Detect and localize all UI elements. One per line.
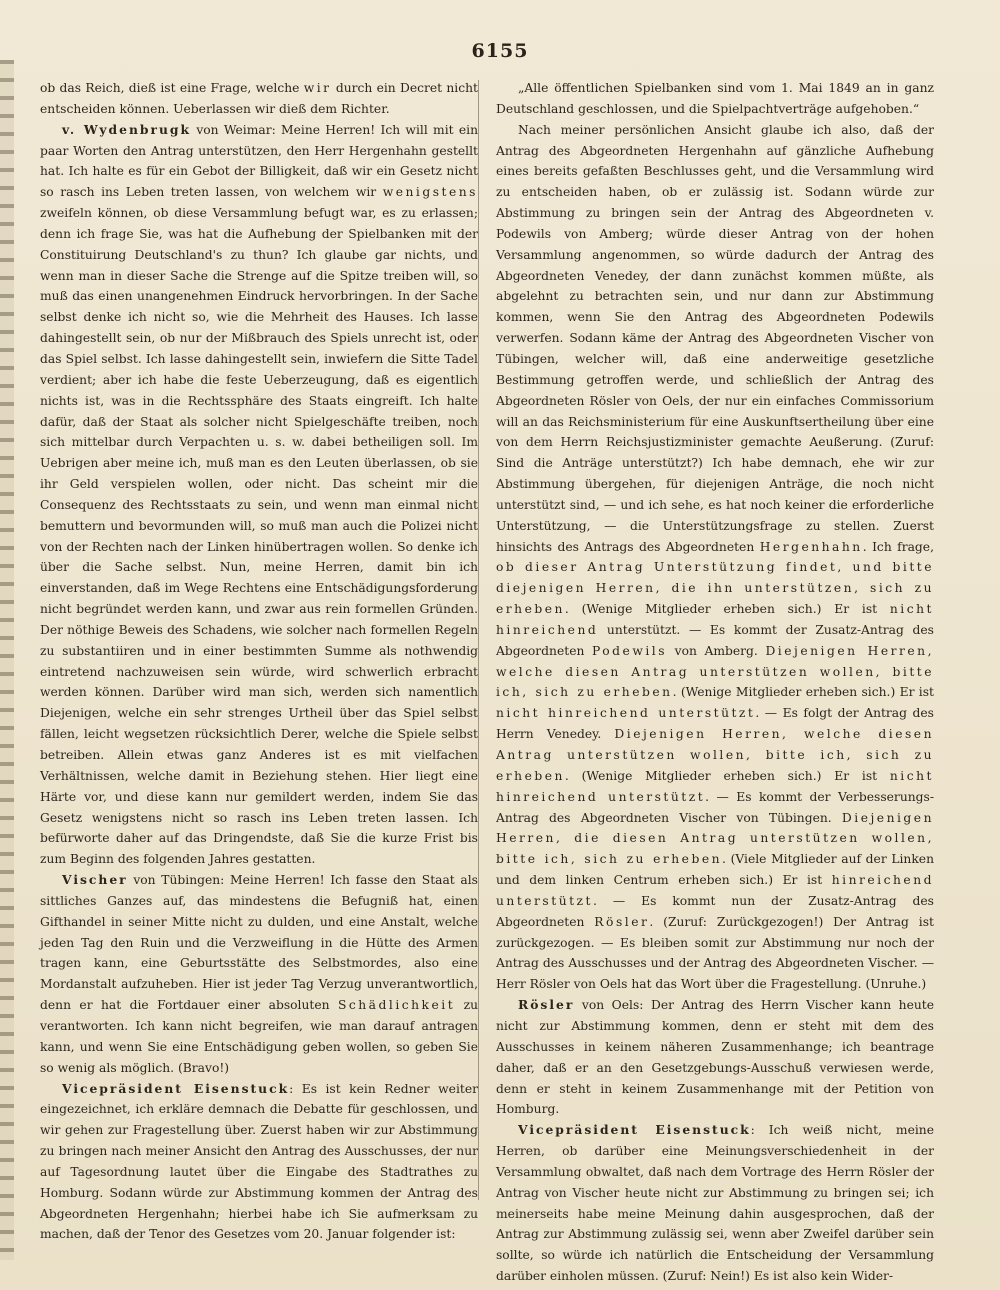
speaker-name: Rösler xyxy=(518,997,575,1013)
paragraph xyxy=(496,995,934,1120)
text-run: . — Es folgt der Antrag des Herrn Venedey. xyxy=(496,706,934,742)
text-run: . (Viele Mitglieder auf der Linken und dem linken Centrum erheben sich.) Er ist xyxy=(496,852,934,888)
spaced-emphasis: Rösler xyxy=(594,914,650,929)
text-run: ob das Reich, dieß ist eine Frage, welche xyxy=(40,81,304,95)
spaced-emphasis: wenigstens xyxy=(382,185,478,200)
text-run: „Alle öffentlichen Spielbanken sind vom 1. Mai 1849 an in ganz Deutschland geschlossen, und die Spielpachtverträge aufgehoben.“ xyxy=(496,81,934,116)
text-run: von Tübingen: Meine Herren! Ich fasse den Staat als sittliches Ganzes auf, das mindestens die Befugniß hat, einen Gifthandel in seiner Mitte nicht zu dulden, und eine Anstalt, welche jeden Tag den Ruin und die Verzweiflung in die Hütte des Armen tragen kann, eine Geburtsstätte des Selbstmordes, also eine Mordanstalt aufzuheben. Hier ist jeder Tag Verzug unverantwortlich, denn er hat die Fortdauer einer absoluten xyxy=(40,873,478,1013)
text-run: zu verantworten. Ich kann nicht begreifen, wie man darauf antragen kann, und wenn Sie eine Entschädigung geben wollen, so geben Sie so wenig als möglich. (Bravo!) xyxy=(40,998,478,1075)
text-run: zweifeln können, ob diese Versammlung befugt war, es zu erlassen; denn ich frage Sie, was hat die Aufhebung der Spielbanken mit der Constituirung Deutschland's zu thun? Ich glaube gar nichts, und wenn man in dieser Sache die Strenge auf die Spitze treiben will, so muß das einen unangenehmen Eindruck hervorbringen. In der Sache selbst denke ich nicht so, wie die Mehrheit des Hauses. Ich lasse dahingestellt sein, ob nur der Mißbrauch des Spiels unrecht ist, oder das Spiel selbst. Ich lasse dahingestellt sein, inwiefern die Sitte Tadel verdient; aber ich habe die feste Ueberzeugung, daß es eigentlich nichts ist, was in die Rechtssphäre des Staats eingreift. Ich halte dafür, daß der Staat als solcher nicht Spielgeschäfte treiben, noch sich mittelbar durch Verpachten u. s. w. dabei betheiligen soll. Im Uebrigen aber meine ich, muß man es den Leuten überlassen, ob sie ihr Geld verspielen wollen, oder nicht. Das scheint mir die Consequenz des Rechtsstaats zu sein, und wenn man einmal nicht bemuttern und bevormunden will, so muß man auch die Polizei nicht von der Rechten nach der Linken hinübertragen wollen. So denke ich über die Sache selbst. Nun, meine Herren, damit bin ich einverstanden, daß im Wege Rechtens eine Entschädigungsforderung nicht begründet werden kann, und zwar aus rein formellen Gründen. Der nöthige Beweis des Schadens, wie solcher nach formellen Regeln zu substantiiren und in einer bestimmten Summe als nothwendig eintretend nachzuweisen sein würde, wird schwerlich erbracht werden können. Darüber wird man sich, werden sich namentlich Diejenigen, welche ein sehr strenges Urtheil über das Spiel selbst fällen, leicht wegsetzen rücksichtlich Derer, welche die Spiele selbst betreiben. Allein etwas ganz Anderes ist es mit vielfachen Verhältnissen, welche damit in Beziehung stehen. Hier liegt eine Härte vor, und diese kann nur gemildert werden, indem Sie das Gesetz wenigstens nicht so rasch ins Leben treten lassen. Ich befürworte daher auf das Dringendste, daß Sie die kurze Frist bis zum Beginn des folgenden Jahres gestatten. xyxy=(40,206,478,867)
paragraph xyxy=(40,1079,478,1246)
text-run: . Ich frage, xyxy=(862,539,934,554)
spaced-emphasis: hinreichend unterstützt xyxy=(496,873,934,908)
paragraph xyxy=(496,1120,934,1287)
right-column xyxy=(496,78,934,1287)
speaker-name: Vicepräsident Eisenstuck xyxy=(518,1122,751,1138)
spaced-emphasis: Diejenigen Herren, die diesen Antrag unterstützen wollen, bitte ich, sich zu erheben xyxy=(496,810,934,867)
column-divider xyxy=(478,80,479,1200)
left-column xyxy=(40,78,478,1245)
spaced-emphasis: Diejenigen Herren, welche diesen Antrag unterstützen wollen, bitte ich, sich zu erheben xyxy=(496,727,934,783)
speaker-name: Vicepräsident Eisenstuck xyxy=(62,1080,290,1096)
page-number: 6155 xyxy=(471,40,529,62)
text-run: . (Wenige Mitglieder erheben sich.) Er ist xyxy=(564,768,890,783)
speaker-name: Vischer xyxy=(62,872,128,888)
paragraph xyxy=(40,78,478,120)
paragraph xyxy=(496,78,934,120)
text-run: von Amberg. xyxy=(667,643,766,658)
text-run: . (Zuruf: Zurückgezogen!) Der Antrag ist zurückgezogen. — Es bleiben somit zur Abstimmung nur noch der Antrag des Ausschusses und der Antrag des Abgeordneten Vischer. — Herr Rösler von Oels hat das Wort über die Fragestellung. (Unruhe.) xyxy=(496,914,934,992)
spaced-emphasis: wir xyxy=(303,81,332,95)
spaced-emphasis: ob dieser Antrag Unterstützung findet, und bitte diejenigen Herren, die ihn unterstützen, sich zu erheben xyxy=(496,560,934,617)
text-run: von Oels: Der Antrag des Herrn Vischer kann heute nicht zur Abstimmung kommen, denn er steht mit dem des Ausschusses in keinem näheren Zusammenhange; ich beantrage daher, daß er an den Gesetzgebungs-Ausschuß verwiesen werde, denn er steht in keinem Zusammenhange mit der Petition von Homburg. xyxy=(496,998,934,1117)
text-run: Nach meiner persönlichen Ansicht glaube ich also, daß der Antrag des Abgeordneten Hergenhahn auf gänzliche Aufhebung eines bereits gefaßten Beschlusses geht, und die Versammlung wird zu entscheiden haben, ob er zulässig ist. Sodann würde zur Abstimmung zu bringen sein der Antrag des Abgeordneten v. Podewils von Amberg; würde dieser Antrag von der hohen Versammlung angenommen, so würde dadurch der Antrag des Abgeordneten Venedey, der dann zunächst kommen müßte, als abgelehnt zu betrachten sein, und nur dann zur Abstimmung kommen, wenn Sie den Antrag des Abgeordneten Podewils verwerfen. Sodann käme der Antrag des Abgeordneten Vischer von Tübingen, welcher will, daß eine anderweitige gesetzliche Bestimmung getroffen werde, und schließlich der Antrag des Abgeordneten Rösler von Oels, der nur ein einfaches Commissorium will an das Reichsministerium für eine Auskunftsertheilung über eine von dem Herrn Reichsjustizminister gemachte Aeußerung. (Zuruf: Sind die Anträge unterstützt?) Ich habe demnach, ehe wir zur Abstimmung übergehen, für diejenigen Anträge, die noch nicht unterstützt sind, — und ich sehe, es hat noch keiner die erforderliche Unterstützung, — die Unterstützungsfrage zu stellen. Zuerst hinsichts des Antrags des Abgeordneten xyxy=(496,122,934,554)
text-run: durch ein Decret nicht entscheiden können. Ueberlassen wir dieß dem Richter. xyxy=(40,81,478,116)
spaced-emphasis: nicht hinreichend xyxy=(496,602,934,637)
text-run: : Ich weiß nicht, meine Herren, ob darüber eine Meinungsverschiedenheit in der Versammlung obwaltet, daß nach dem Vortrage des Herrn Rösler der Antrag von Vischer heute nicht zur Abstimmung zu bringen sei; ich meinerseits habe meine Meinung dahin ausgesprochen, daß der Antrag zur Abstimmung zulässig sei, wenn aber Zweifel darüber sein sollte, so würde ich natürlich die Entscheidung der Versammlung darüber einholen müssen. (Zuruf: Nein!) Es ist also kein Wider- xyxy=(496,1123,934,1284)
paragraph xyxy=(40,870,478,1078)
spaced-emphasis: nicht hinreichend unterstützt xyxy=(496,706,756,721)
text-run: von Weimar: Meine Herren! Ich will mit ein paar Worten den Antrag unterstützen, den Herr Hergenhahn gestellt hat. Ich halte es für ein Gebot der Billigkeit, daß wir ein Gesetz nicht so rasch ins Leben treten lassen, von welchem wir xyxy=(40,122,478,200)
text-run: . (Wenige Mitglieder erheben sich.) Er ist xyxy=(672,685,934,700)
binding-edge xyxy=(0,60,14,1260)
text-run: : Es ist kein Redner weiter eingezeichnet, ich erkläre demnach die Debatte für geschlossen, und wir gehen zur Fragestellung über. Zuerst haben wir zur Abstimmung zu bringen nach meiner Ansicht den Antrag des Ausschusses, der nur auf Tagesordnung lautet über die Eingabe des Stadtrathes zu Homburg. Sodann würde zur Abstimmung kommen der Antrag des Abgeordneten Hergenhahn; hierbei habe ich Sie aufmerksam zu machen, daß der Tenor des Gesetzes vom 20. Januar folgender ist: xyxy=(40,1081,478,1242)
text-run: . — Es kommt der Verbesserungs-Antrag des Abgeordneten Vischer von Tübingen. xyxy=(496,789,934,825)
paragraph xyxy=(40,120,478,870)
spaced-emphasis: Podewils xyxy=(592,643,668,658)
text-run: . (Wenige Mitglieder erheben sich.) Er ist xyxy=(564,602,890,617)
paragraph xyxy=(496,120,934,995)
spaced-emphasis: Diejenigen Herren, welche diesen Antrag unterstützen wollen, bitte ich, sich zu erheben xyxy=(496,643,934,700)
speaker-name: v. Wydenbrugk xyxy=(62,121,192,137)
text-run: unterstützt. — Es kommt der Zusatz-Antrag des Abgeordneten xyxy=(496,622,934,658)
spaced-emphasis: Schädlichkeit xyxy=(337,998,456,1013)
text-run: . — Es kommt nun der Zusatz-Antrag des Abgeordneten xyxy=(496,893,934,929)
spaced-emphasis: nicht hinreichend unterstützt xyxy=(496,768,934,804)
spaced-emphasis: Hergenhahn xyxy=(759,539,863,554)
